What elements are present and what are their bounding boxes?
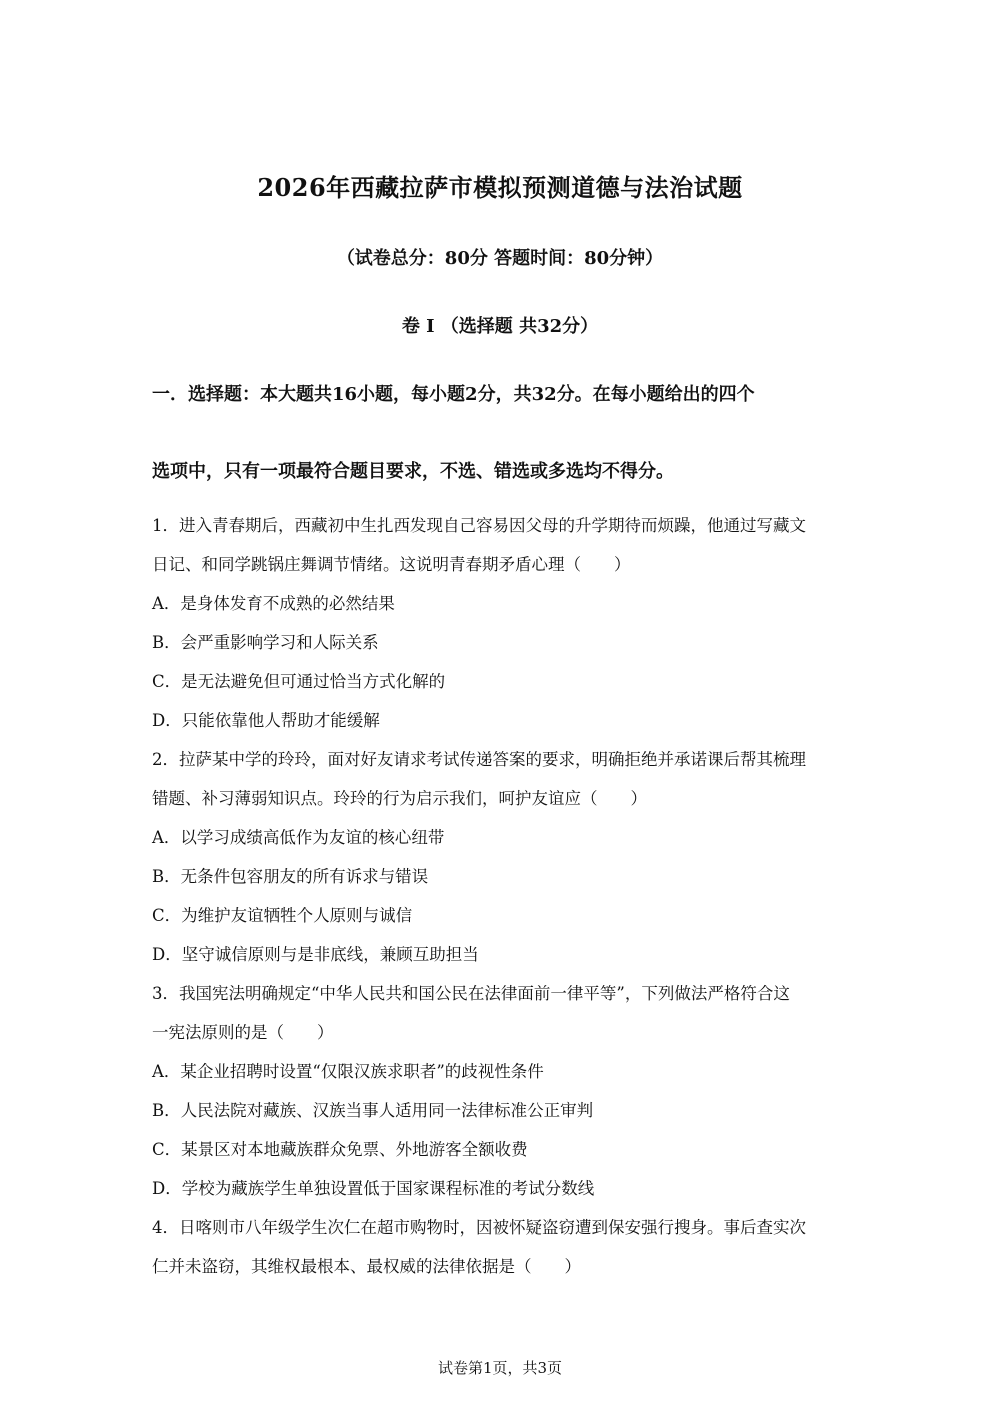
question-1-option-a: A．是身体发育不成熟的必然结果	[152, 594, 395, 613]
question-1-stem-line-2: 日记、和同学跳锅庄舞调节情绪。这说明青春期矛盾心理（ ）	[152, 555, 631, 574]
volume-heading: 卷 I （选择题 共32分）	[401, 316, 599, 337]
question-3-option-a: A．某企业招聘时设置“仅限汉族求职者”的歧视性条件	[152, 1062, 544, 1081]
question-2-option-c: C．为维护友谊牺牲个人原则与诚信	[152, 906, 413, 925]
question-3-option-d: D．学校为藏族学生单独设置低于国家课程标准的考试分数线	[152, 1179, 595, 1198]
question-2-option-a: A．以学习成绩高低作为友谊的核心纽带	[152, 828, 445, 847]
question-1-option-c: C．是无法避免但可通过恰当方式化解的	[152, 672, 446, 691]
question-3-stem-line-2: 一宪法原则的是（ ）	[152, 1023, 334, 1042]
section-instruction-line-1: 一．选择题：本大题共16小题，每小题2分，共32分。在每小题给出的四个	[152, 384, 755, 405]
question-4-stem-line-1: 4．日喀则市八年级学生次仁在超市购物时，因被怀疑盗窃遭到保安强行搜身。事后查实次	[152, 1218, 806, 1237]
section-instruction-line-2: 选项中，只有一项最符合题目要求，不选、错选或多选均不得分。	[152, 461, 674, 482]
question-2-option-d: D．坚守诚信原则与是非底线，兼顾互助担当	[152, 945, 479, 964]
question-3-option-b: B．人民法院对藏族、汉族当事人适用同一法律标准公正审判	[152, 1101, 594, 1120]
question-3-stem-line-1: 3．我国宪法明确规定“中华人民共和国公民在法律面前一律平等”，下列做法严格符合这	[152, 984, 790, 1003]
question-1-option-b: B．会严重影响学习和人际关系	[152, 633, 379, 652]
page-title: 2026年西藏拉萨市模拟预测道德与法治试题	[257, 173, 743, 202]
question-3-option-c: C．某景区对本地藏族群众免票、外地游客全额收费	[152, 1140, 528, 1159]
question-2-stem-line-2: 错题、补习薄弱知识点。玲玲的行为启示我们，呵护友谊应（ ）	[152, 789, 647, 808]
exam-info: （试卷总分：80分 答题时间：80分钟）	[336, 248, 664, 269]
page-footer: 试卷第1页，共3页	[437, 1359, 563, 1377]
question-1-option-d: D．只能依靠他人帮助才能缓解	[152, 711, 380, 730]
question-1-stem-line-1: 1．进入青春期后，西藏初中生扎西发现自己容易因父母的升学期待而烦躁，他通过写藏文	[152, 516, 806, 535]
question-2-stem-line-1: 2．拉萨某中学的玲玲，面对好友请求考试传递答案的要求，明确拒绝并承诺课后帮其梳理	[152, 750, 806, 769]
question-2-option-b: B．无条件包容朋友的所有诉求与错误	[152, 867, 429, 886]
question-4-stem-line-2: 仁并未盗窃，其维权最根本、最权威的法律依据是（ ）	[152, 1257, 581, 1276]
